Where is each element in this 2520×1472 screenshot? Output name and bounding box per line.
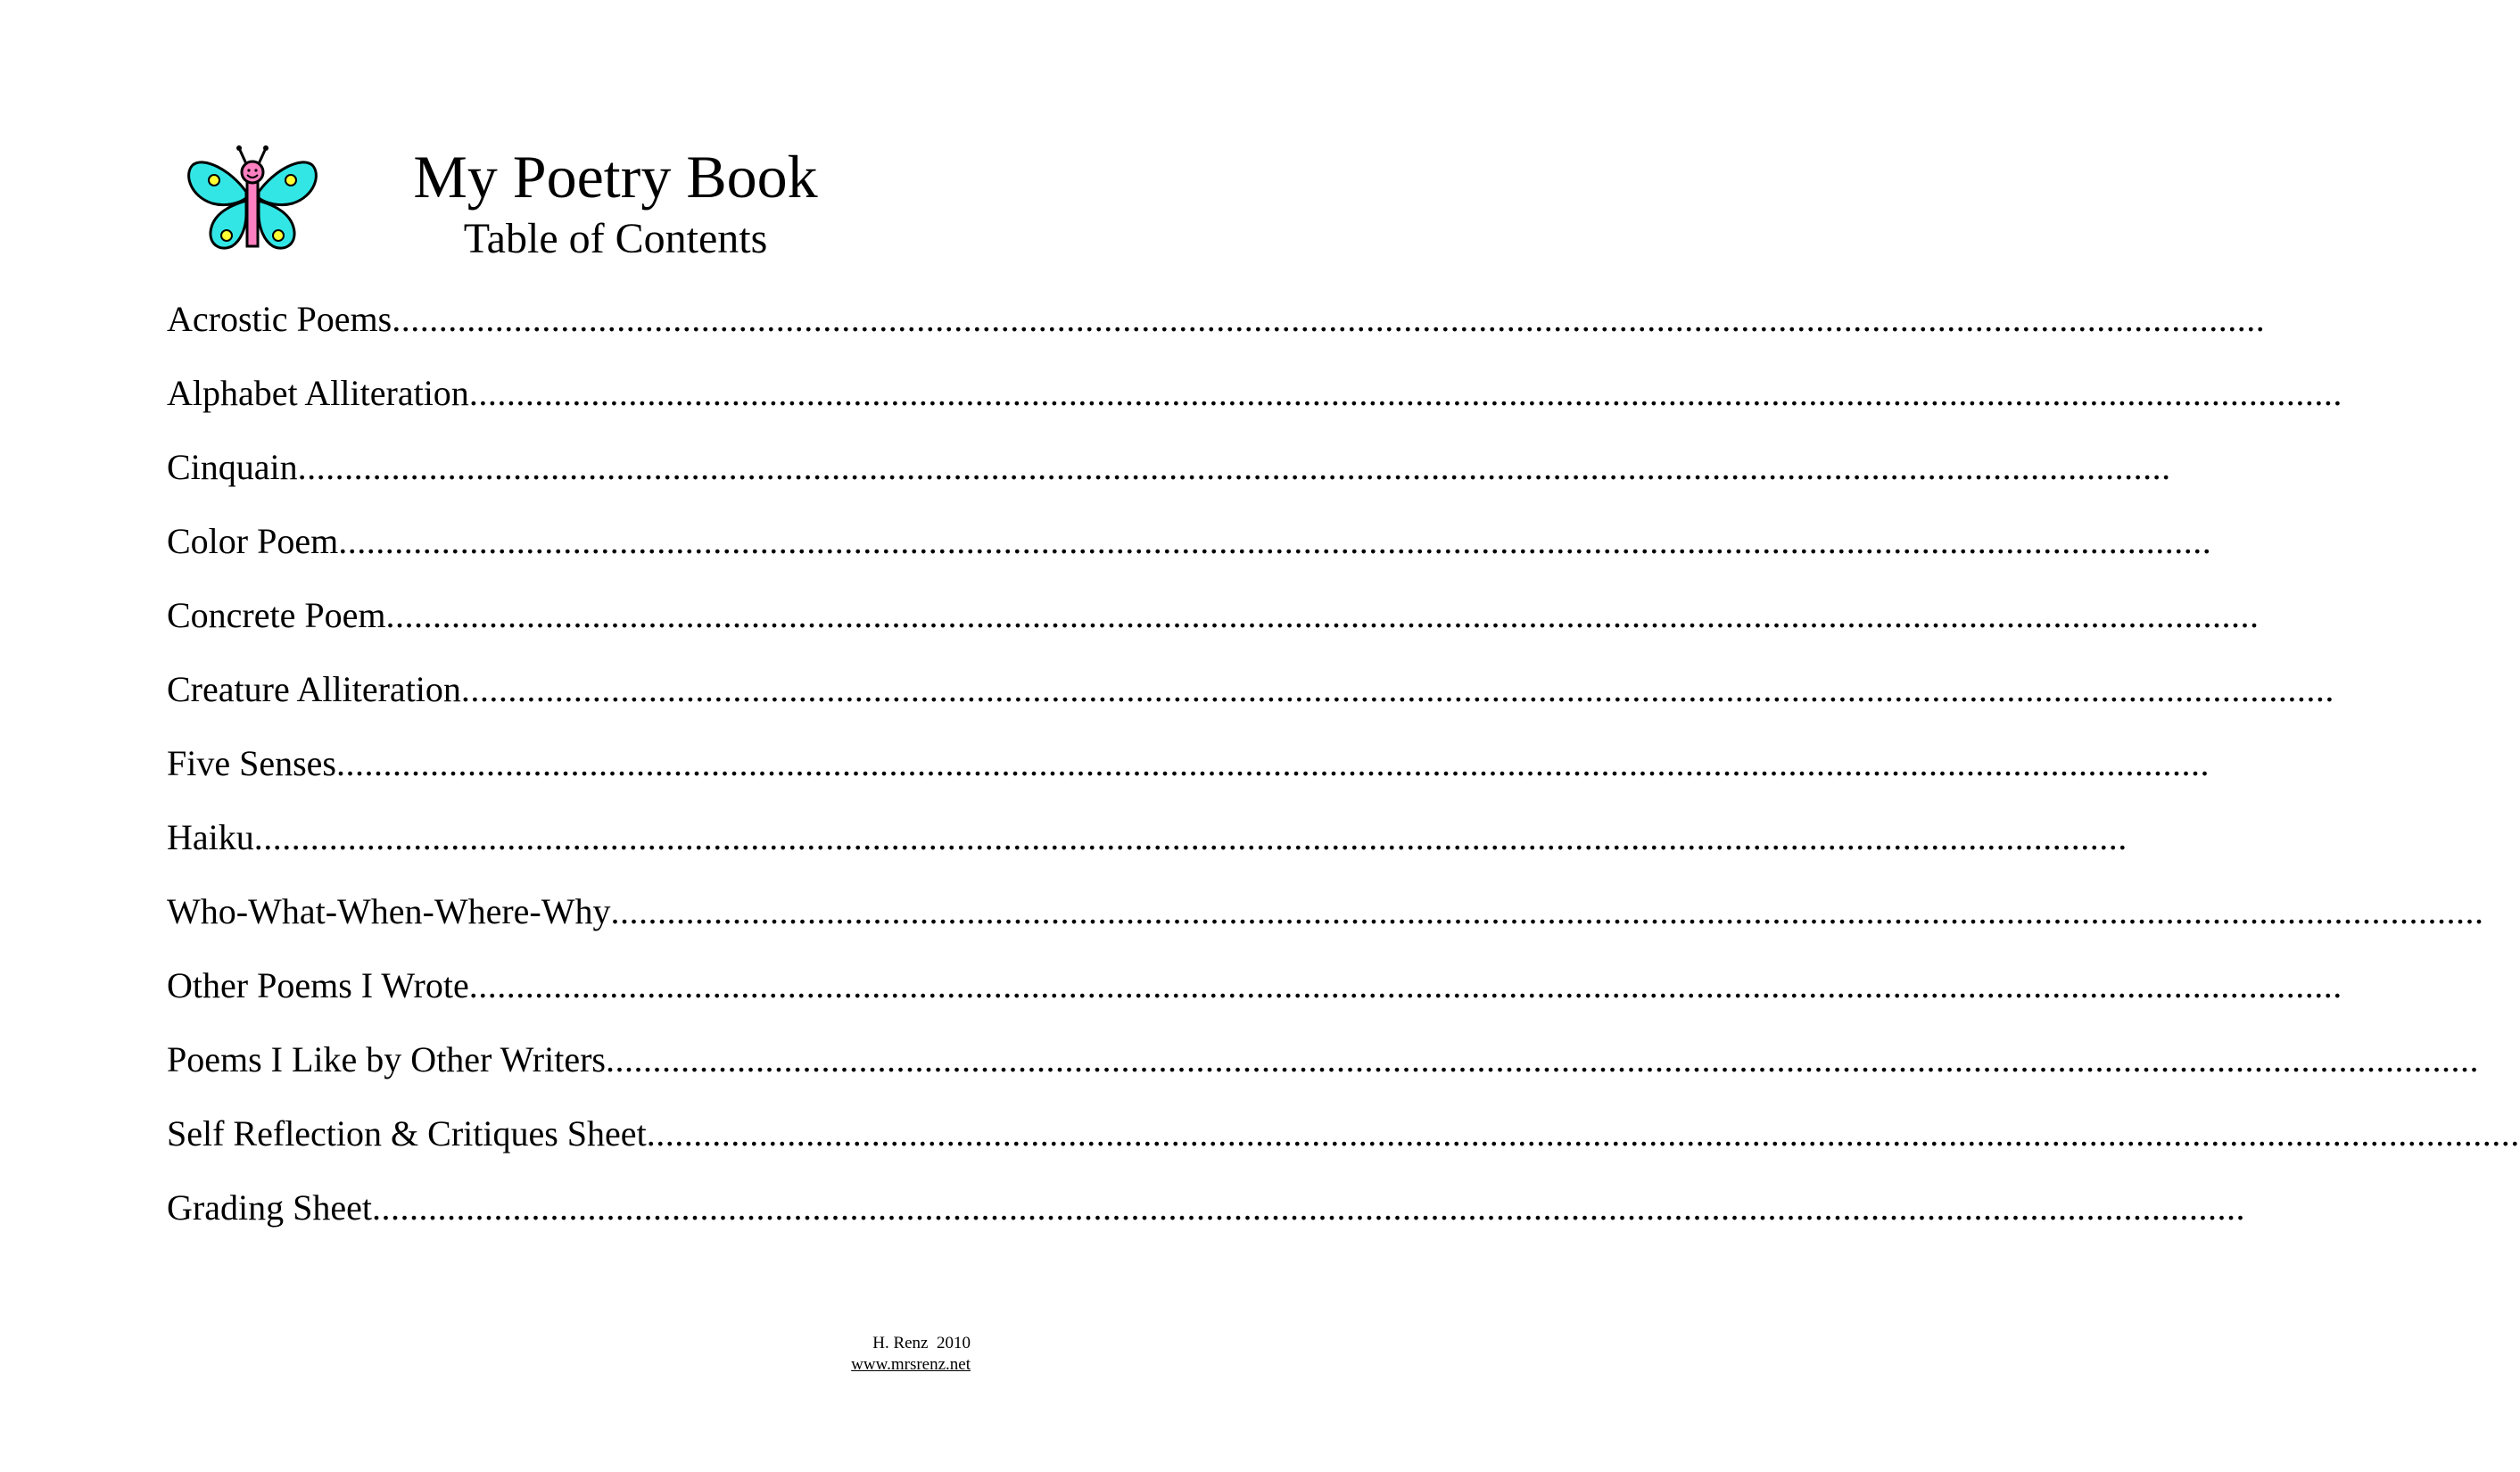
toc-item-haiku <box>167 813 2128 887</box>
toc-item-five-senses <box>167 739 2210 813</box>
dot-leader: ........................................................................................................................................................................................................ <box>646 1113 2520 1154</box>
toc-item-label: Acrostic Poems <box>167 299 392 339</box>
table-of-contents <box>167 294 2520 1257</box>
toc-item-grading-sheet <box>167 1183 2245 1257</box>
dot-leader: ........................................................................................................................................................................................................ <box>371 1187 2245 1228</box>
toc-item-concrete-poem <box>167 591 2260 665</box>
dot-leader: ........................................................................................................................................................................................................ <box>468 965 2342 1005</box>
dot-leader: ........................................................................................................................................................................................................ <box>253 817 2128 857</box>
dot-leader: ........................................................................................................................................................................................................ <box>468 373 2342 413</box>
dot-leader: ........................................................................................................................................................................................................ <box>336 743 2210 783</box>
toc-item-label: Poems I Like by Other Writers <box>167 1039 606 1079</box>
dot-leader: ........................................................................................................................................................................................................ <box>606 1039 2479 1079</box>
toc-item-alphabet-alliteration <box>167 368 2342 442</box>
toc-item-label: Color Poem <box>167 521 339 561</box>
toc-item-label: Cinquain <box>167 447 298 487</box>
toc-item-label: Creature Alliteration <box>167 669 461 709</box>
dot-leader: ........................................................................................................................................................................................................ <box>385 595 2260 635</box>
page-subtitle: Table of Contents <box>463 215 768 262</box>
toc-item-self-reflection <box>167 1109 2520 1183</box>
toc-item-label: Concrete Poem <box>167 595 386 635</box>
toc-item-creature-alliteration <box>167 665 2334 739</box>
toc-item-label: Self Reflection & Critiques Sheet <box>167 1113 647 1154</box>
page-title: My Poetry Book <box>413 143 818 211</box>
toc-item-color-poem <box>167 517 2212 591</box>
toc-item-label: Other Poems I Wrote <box>167 965 469 1005</box>
toc-item-label: Grading Sheet <box>167 1187 372 1228</box>
toc-item-label: Haiku <box>167 817 254 857</box>
footer-website-link[interactable]: www.mrsrenz.net <box>851 1355 971 1374</box>
toc-item-acrostic-poems <box>167 294 2266 368</box>
toc-item-who-what-when-where-why <box>167 887 2484 961</box>
toc-item-label: Who-What-When-Where-Why <box>167 891 611 931</box>
toc-item-poems-by-other-writers <box>167 1035 2479 1109</box>
dot-leader: ........................................................................................................................................................................................................ <box>610 891 2484 931</box>
toc-item-cinquain <box>167 442 2171 517</box>
toc-item-label: Alphabet Alliteration <box>167 373 469 413</box>
dot-leader: ........................................................................................................................................................................................................ <box>460 669 2334 709</box>
footer-author: H. Renz 2010 <box>872 1334 971 1352</box>
butterfly-icon <box>186 143 319 259</box>
dot-leader: ........................................................................................................................................................................................................ <box>392 299 2266 339</box>
dot-leader: ........................................................................................................................................................................................................ <box>338 521 2212 561</box>
footer <box>851 1333 971 1376</box>
dot-leader: ........................................................................................................................................................................................................ <box>297 447 2171 487</box>
toc-item-label: Five Senses <box>167 743 336 783</box>
toc-item-other-poems <box>167 961 2342 1035</box>
